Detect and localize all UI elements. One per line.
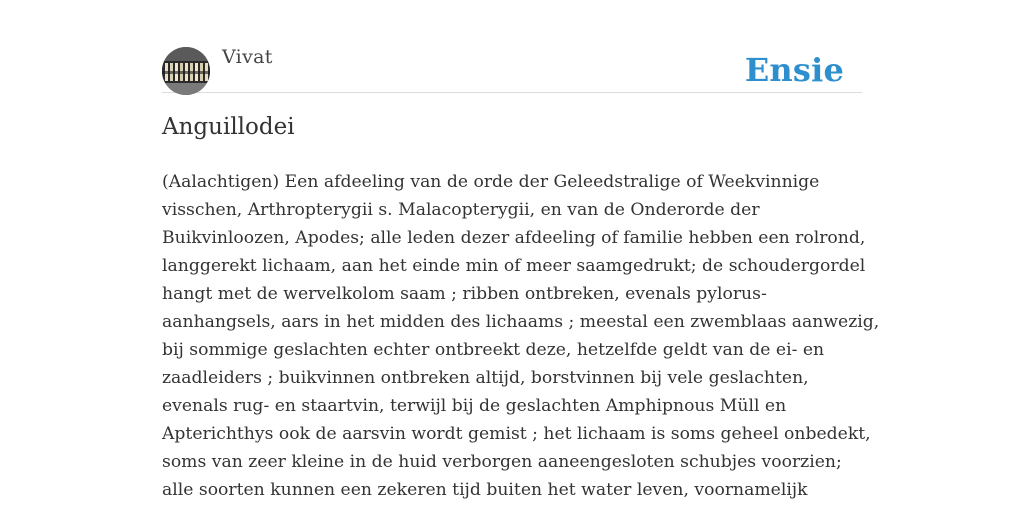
article-body [162, 168, 880, 504]
body-line: Buikvinloozen, Apodes; alle leden dezer afdeeling of familie hebben een rolrond, [162, 228, 866, 248]
body-line: langgerekt lichaam, aan het einde min of meer saamgedrukt; de schoudergordel [162, 256, 866, 276]
body-line: alle soorten kunnen een zekeren tijd buiten het water leven, voornamelijk [162, 480, 808, 500]
brand-logo[interactable]: Ensie [744, 51, 844, 89]
body-line: (Aalachtigen) Een afdeeling van de orde der Geleedstralige of Weekvinnige [162, 172, 820, 192]
body-line: visschen, Arthropterygii s. Malacopterygii, en van de Onderorde der [162, 200, 760, 220]
header [162, 46, 862, 93]
body-line: bij sommige geslachten echter ontbreekt deze, hetzelfde geldt van de ei- en [162, 340, 825, 360]
avatar[interactable] [162, 47, 210, 95]
book-spines-avatar-icon [162, 47, 210, 95]
body-line: hangt met de wervelkolom saam ; ribben ontbreken, evenals pylorus- [162, 284, 767, 304]
article-title: Anguillodei [162, 114, 295, 140]
body-line: zaadleiders ; buikvinnen ontbreken altijd, borstvinnen bij vele geslachten, [162, 368, 809, 388]
source-name[interactable]: Vivat [222, 46, 273, 68]
body-line: aanhangsels, aars in het midden des lichaams ; meestal een zwemblaas aanwezig, [162, 312, 880, 332]
body-line: Apterichthys ook de aarsvin wordt gemist ; het lichaam is soms geheel onbedekt, [162, 424, 871, 444]
body-line: evenals rug- en staartvin, terwijl bij de geslachten Amphipnous Müll en [162, 396, 787, 416]
body-line: soms van zeer kleine in de huid verborgen aaneengesloten schubjes voorzien; [162, 452, 842, 472]
